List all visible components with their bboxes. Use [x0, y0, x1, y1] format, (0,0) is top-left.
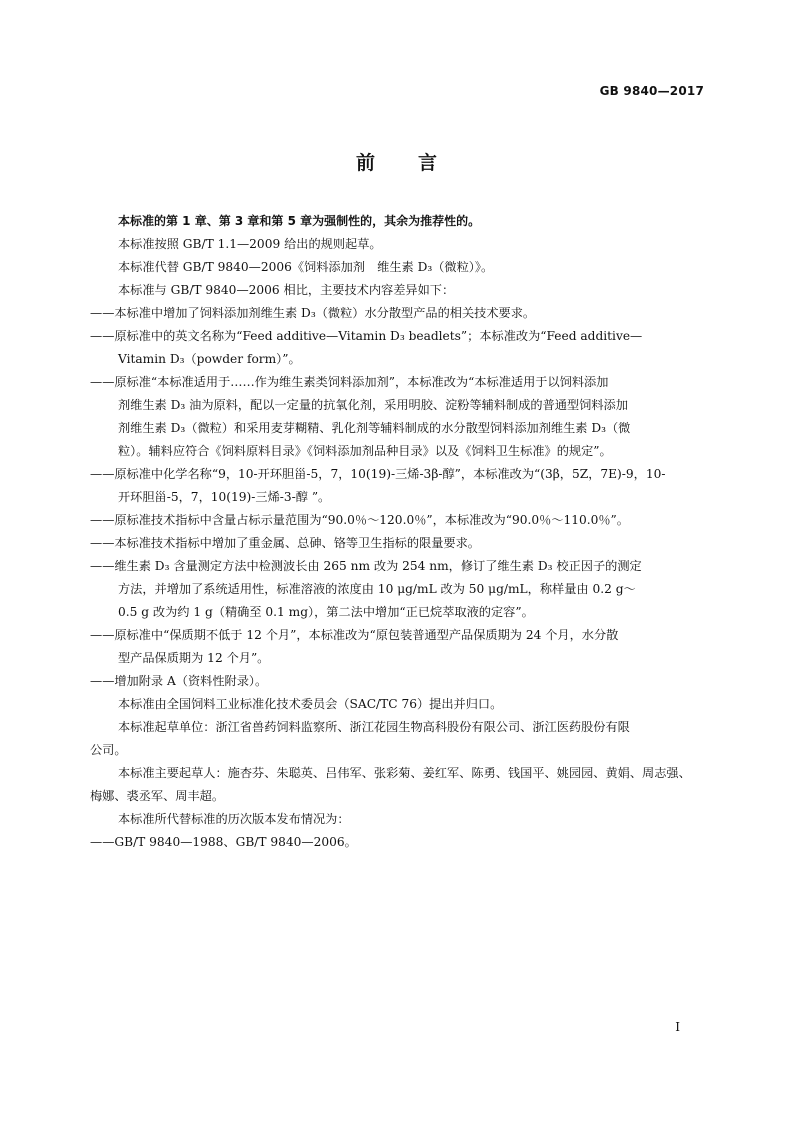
change-item-chemical-name-cont: 开环胆甾-5，7，10(19)-三烯-3-醇 ”。	[118, 490, 331, 504]
change-item-shelf-life-cont: 型产品保质期为 12 个月”。	[118, 651, 270, 665]
change-item-content-range: ——原标准技术指标中含量占标示量范围为“90.0％～120.0％”，本标准改为“90.0％～110.0％”。	[90, 513, 629, 527]
change-item-shelf-life: ——原标准中“保质期不低于 12 个月”，本标准改为“原包装普通型产品保质期为 24 个月，水分散	[90, 628, 619, 642]
history-item: ——GB/T 9840—1988、GB/T 9840—2006。	[90, 835, 357, 849]
change-item-heavy-metals: ——本标准技术指标中增加了重金属、总砷、铬等卫生指标的限量要求。	[90, 536, 480, 550]
change-item-test-method: ——维生素 D₃ 含量测定方法中检测波长由 265 nm 改为 254 nm，修订了维生素 D₃ 校正因子的测定	[90, 559, 642, 573]
paragraph-drafting-units-cont: 公司。	[90, 743, 127, 757]
paragraph-mandatory-clauses: 本标准的第 1 章、第 3 章和第 5 章为强制性的，其余为推荐性的。	[118, 214, 481, 228]
paragraph-proposed-by: 本标准由全国饲料工业标准化技术委员会（SAC/TC 76）提出并归口。	[118, 697, 503, 711]
title-char-2: 言	[418, 152, 439, 174]
change-item-test-method-cont-2: 0.5 g 改为约 1 g（精确至 0.1 mg），第二法中增加“正已烷萃取液的定容”。	[118, 605, 534, 619]
change-item-scope-cont-1: 剂维生素 D₃ 油为原料，配以一定量的抗氧化剂，采用明胶、淀粉等辅料制成的普通型饲料添加	[118, 398, 628, 412]
foreword-body	[90, 210, 704, 854]
page-title	[0, 148, 794, 175]
change-item-scope-cont-2: 剂维生素 D₃（微粒）和采用麦芽糊精、乳化剂等辅料制成的水分散型饲料添加剂维生素 D₃（微	[118, 421, 631, 435]
paragraph-replaces: 本标准代替 GB/T 9840—2006《饲料添加剂 维生素 D₃（微粒）》。	[118, 260, 494, 274]
title-char-1: 前	[355, 152, 376, 174]
change-item-water-dispersible: ——本标准中增加了饲料添加剂维生素 D₃（微粒）水分散型产品的相关技术要求。	[90, 306, 536, 320]
change-item-english-name: ——原标准中的英文名称为“Feed additive—Vitamin D₃ beadlets”；本标准改为“Feed additive—	[90, 329, 643, 343]
change-item-annex: ——增加附录 A（资料性附录）。	[90, 674, 268, 688]
paragraph-changes-intro: 本标准与 GB/T 9840—2006 相比，主要技术内容差异如下：	[118, 283, 455, 297]
change-item-english-name-cont: Vitamin D₃（powder form）”。	[118, 352, 301, 366]
change-item-scope: ——原标准“本标准适用于……作为维生素类饲料添加剂”，本标准改为“本标准适用于以饲料添加	[90, 375, 609, 389]
paragraph-history-intro: 本标准所代替标准的历次版本发布情况为：	[118, 812, 350, 826]
change-item-test-method-cont-1: 方法，并增加了系统适用性，标准溶液的浓度由 10 μg/mL 改为 50 μg/mL，称样量由 0.2 g～	[118, 582, 636, 596]
change-item-chemical-name: ——原标准中化学名称“9，10-开环胆甾-5，7，10(19)-三烯-3β-醇”，本标准改为“(3β，5Z，7E)-9，10-	[90, 467, 666, 481]
standard-code: GB 9840—2017	[599, 84, 704, 98]
change-item-scope-cont-3: 粒）。辅料应符合《饲料原料目录》《饲料添加剂品种目录》以及《饲料卫生标准》的规定”。	[118, 444, 612, 458]
paragraph-drafters: 本标准主要起草人：施杏芬、朱聪英、吕伟军、张彩菊、姜红军、陈勇、钱国平、姚园园、黄娟、周志强、	[118, 766, 691, 780]
paragraph-drafting-rules: 本标准按照 GB/T 1.1—2009 给出的规则起草。	[118, 237, 382, 251]
page-number: I	[675, 1020, 680, 1034]
paragraph-drafting-units: 本标准起草单位：浙江省兽药饲料监察所、浙江花园生物高科股份有限公司、浙江医药股份有限	[118, 720, 630, 734]
paragraph-drafters-cont: 梅娜、裘丞军、周丰超。	[90, 789, 225, 803]
